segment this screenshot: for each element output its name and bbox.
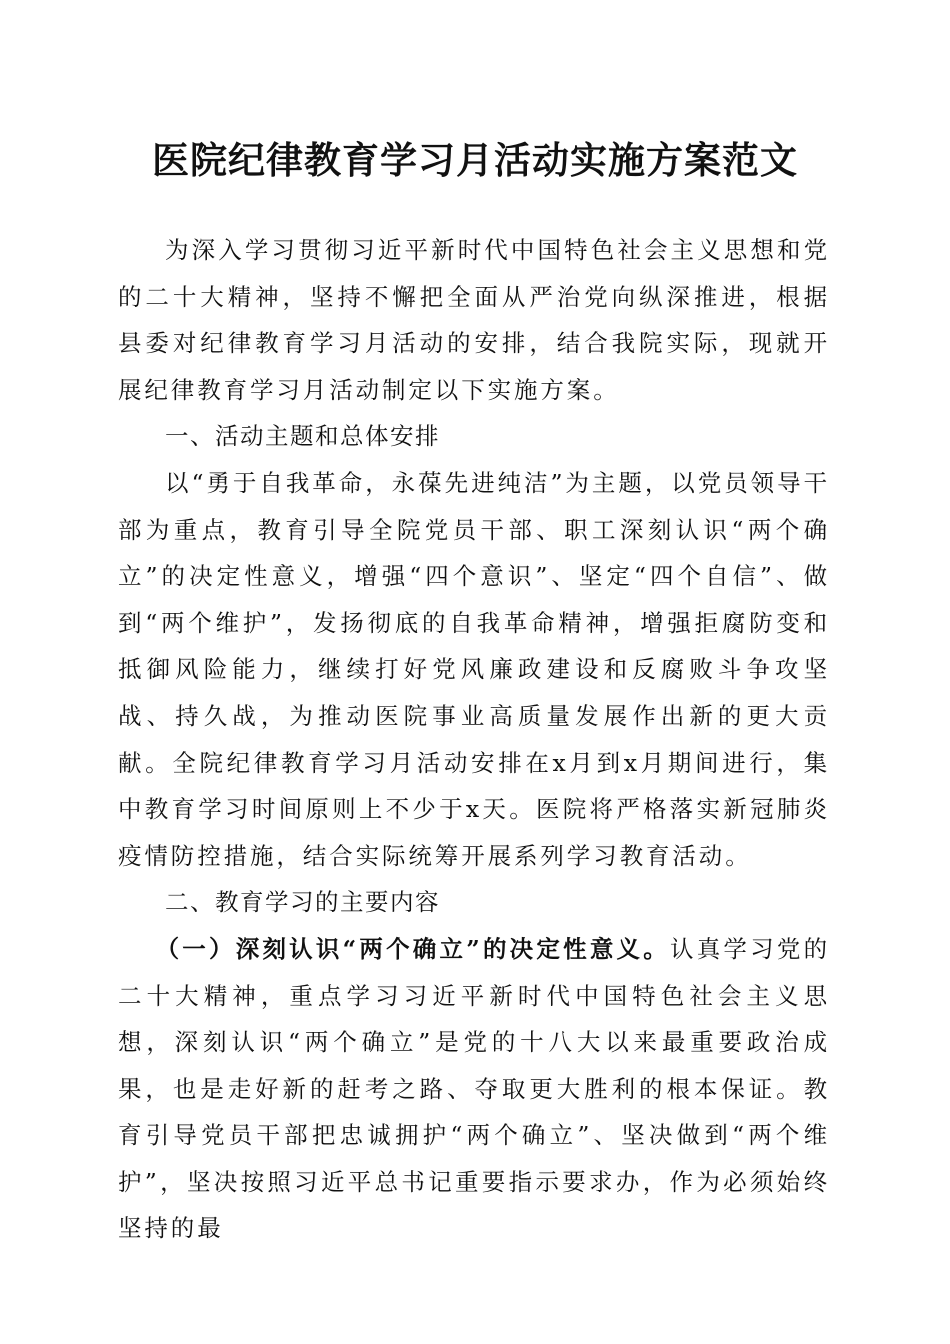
section-1-paragraph: 以“勇于自我革命，永葆先进纯洁”为主题，以党员领导干部为重点，教育引导全院党员干部、职工深刻认识“两个确立”的决定性意义，增强“四个意识”、坚定“四个自信”、做到“两个维护”，发扬彻底的自我革命精神，增强拒腐防变和抵御风险能力，继续打好党风廉政建设和反腐败斗争攻坚战、持久战，为推动医院事业高质量发展作出新的更大贡献。全院纪律教育学习月活动安排在x月到x月期间进行，集中教育学习时间原则上不少于x天。医院将严格落实新冠肺炎疫情防控措施，结合实际统筹开展系列学习教育活动。 — [118, 468, 830, 870]
section-2-item-1 — [118, 926, 830, 1252]
document-title: 医院纪律教育学习月活动实施方案范文 — [152, 138, 798, 182]
document-body — [118, 227, 830, 1252]
section-heading-1: 一、活动主题和总体安排 — [165, 422, 440, 451]
item-1-text: 认真学习党的二十大精神，重点学习习近平新时代中国特色社会主义思想，深刻认识“两个确立”是党的十八大以来最重要政治成果，也是走好新的赶考之路、夺取更大胜利的根本保证。教育引导党员干部把忠诚拥护“两个确立”、坚决做到“两个维护”，坚决按照习近平总书记重要指示要求办，作为必须始终坚持的最 — [118, 934, 830, 1243]
section-heading-2: 二、教育学习的主要内容 — [165, 888, 440, 917]
item-1-lead: （一）深刻认识“两个确立”的决定性意义。 — [155, 934, 670, 963]
intro-paragraph: 为深入学习贯彻习近平新时代中国特色社会主义思想和党的二十大精神，坚持不懈把全面从严治党向纵深推进，根据县委对纪律教育学习月活动的安排，结合我院实际，现就开展纪律教育学习月活动制定以下实施方案。 — [118, 236, 830, 404]
